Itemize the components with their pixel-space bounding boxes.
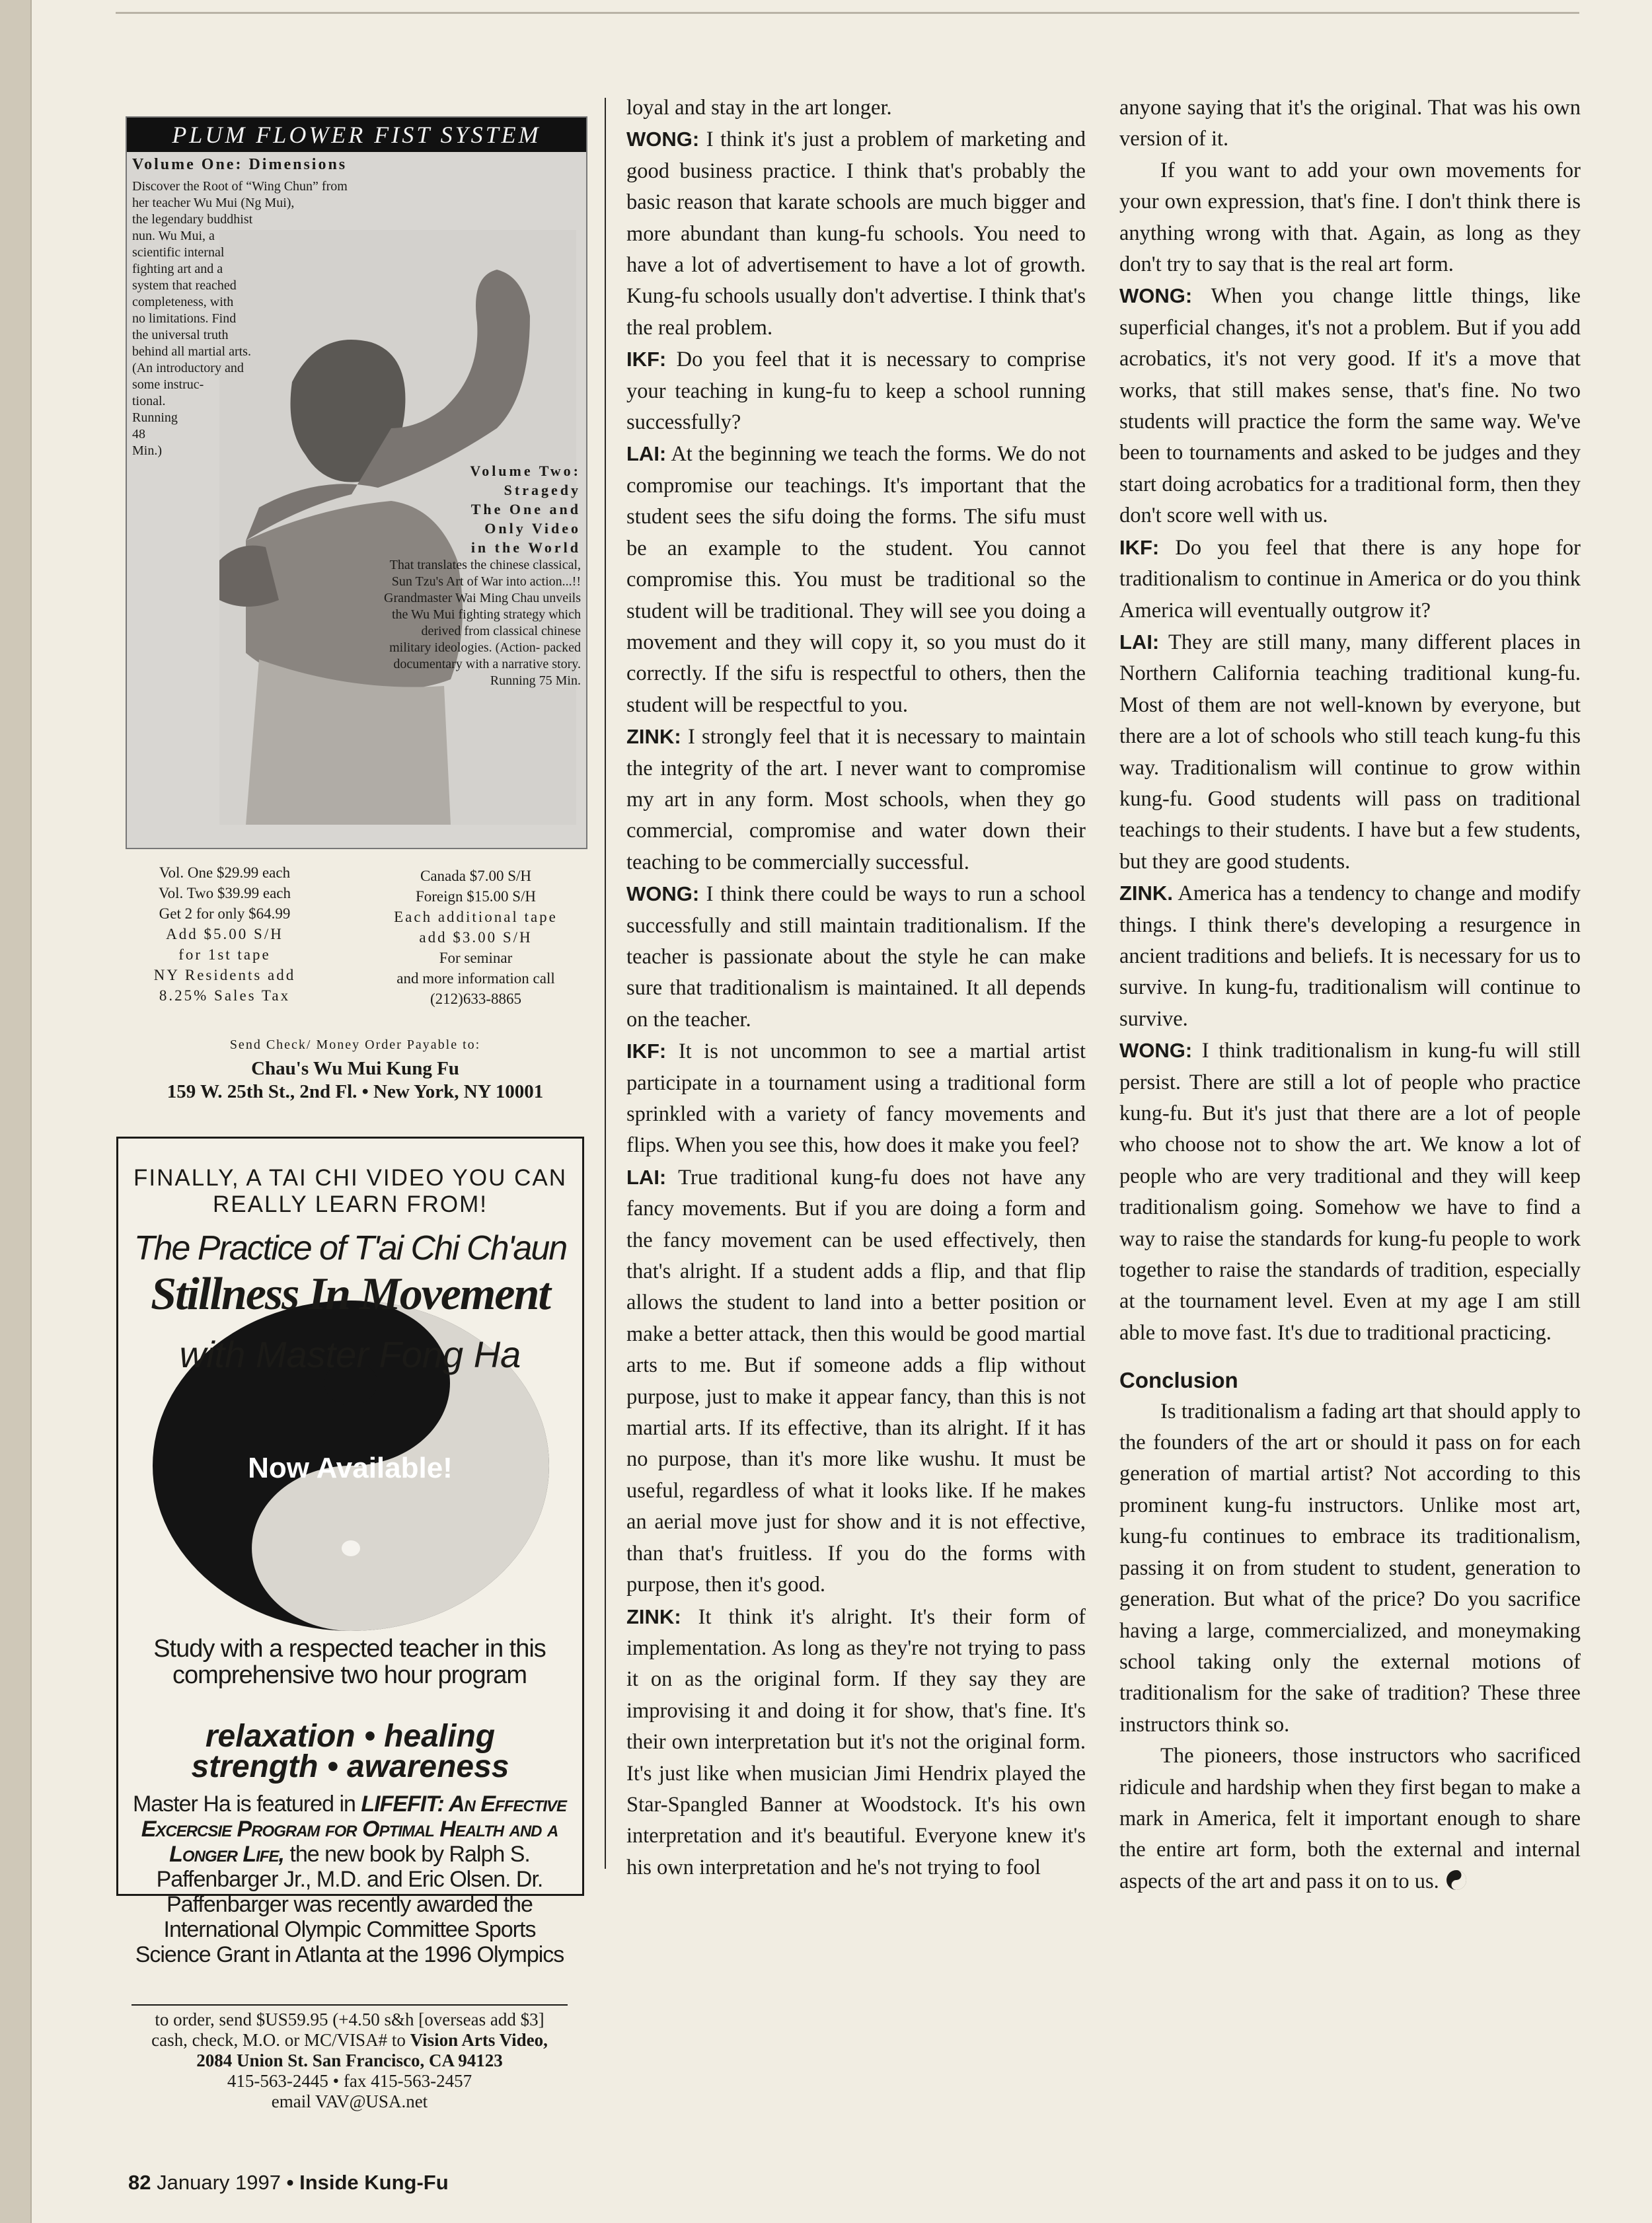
page-number: 82 [128, 2171, 151, 2194]
top-rule [116, 12, 1579, 14]
speaker-label: IKF: [626, 348, 667, 371]
ad-order-info: to order, send $US59.95 (+4.50 s&h [overseas add $3] cash, check, M.O. or MC/VISA# to Vision Arts Video, 2084 Union St. San Francisco, CA 94123 415-563-2445 • fax 415-563-2457 email VAV@USA.net [151, 2010, 548, 2111]
conclusion-heading: Conclusion [1119, 1368, 1238, 1393]
article-column-right [1119, 93, 1581, 1897]
issue-date: January 1997 [157, 2171, 281, 2194]
volume-one-description: Discover the Root of “Wing Chun” from her teacher Wu Mui (Ng Mui), the legendary buddhist nun. Wu Mui, a scientific internal fighting art and a system that reached completeness, with no limitations. Find the universal truth behind all martial arts. (An introductory and some instruc- tional. Running 48 Min.) [132, 179, 348, 458]
article-paragraph: LAI: True traditional kung-fu does not have any fancy movements. But if you are doing a form and the fancy movement can be used effectively, then that's alright. If a student adds a flip, and that flip allows the student to land into a better position or make a better attack, then this would be good martial arts to me. But if someone adds a flip without purpose, just to make it appear fancy, than this is not martial arts. If its effective, than its alright. If it has no purpose, than it's more like wushu. It must be useful, regardless of what it looks like. If he makes an aerial move just for show and it is not effective, than that's fruitless. If you do the forms with purpose, then it's good. [626, 1165, 1086, 1597]
article-paragraph: loyal and stay in the art longer. [626, 96, 892, 120]
speaker-label: LAI: [626, 442, 667, 466]
article-paragraph: If you want to add your own movements for your own expression, that's fine. I don't think there is anything wrong with that. Again, as long as they don't try to say that is the real art form. [1119, 158, 1581, 277]
ad-master-text: Master Ha is featured in LIFEFIT: An Effective Excercsie Program for Optimal Health and a Longer Life, the new book by Ralph S. Paffenbarger Jr., M.D. and Eric Olsen. Dr. Paffenbarger was recently awarded the International Olympic Committee Sports Science Grant in Atlanta at the 1996 Olympics [132, 1791, 567, 1967]
article-paragraph: ZINK. America has a tendency to change and modify things. I think there's developing a resurgence in ancient traditions and beliefs. It is necessary for us to survive. In kung-fu, traditionalism will continue to survive. [1119, 882, 1581, 1031]
speaker-label: LAI: [1119, 630, 1160, 654]
speaker-label: IKF: [626, 1039, 667, 1063]
article-paragraph: LAI: At the beginning we teach the forms. We do not compromise our teachings. It's important that the student sees the sifu doing the forms. The sifu must be an example to the student. You cannot compromise this. You must be traditional so the student will be traditional. They will see you doing a movement and they will copy it, so you must do it correctly. If the sifu is respectful to others, then the student will be respectful to you. [626, 442, 1086, 717]
speaker-label: WONG: [626, 882, 700, 906]
ad-study-text: Study with a respected teacher in this comprehensive two hour program [153, 1635, 546, 1689]
article-paragraph: IKF: Do you feel that there is any hope for traditionalism to continue in America or do you think America will eventually outgrow it? [1119, 535, 1581, 622]
page-binding-edge [0, 0, 32, 2223]
plum-flower-video-ad [126, 116, 587, 849]
article-paragraph: IKF: It is not uncommon to see a martial artist participate in a tournament using a traditional form sprinkled with a variety of fancy movements and flips. When you see this, how does it make you feel? [626, 1039, 1086, 1158]
article-paragraph: WONG: When you change little things, like superficial changes, it's not a problem. But if you add acrobatics, it's not very good. If it's a move that works, that still makes sense, that's fine. No two students will practice the form the same way. We've been to tournaments and asked to be judges and they start doing acrobatics for a traditional form, then they don't score well with us. [1119, 284, 1581, 528]
article-column-middle [626, 93, 1086, 1883]
article-paragraph: WONG: I think there could be ways to run a school successfully and still maintain traditionalism. If the teacher is passionate about the style he can make sure that traditionalism is maintained. It all depends on the teacher. [626, 882, 1086, 1032]
speaker-label: IKF: [1119, 535, 1160, 559]
magazine-name: Inside Kung-Fu [299, 2171, 449, 2194]
shipping-info: Canada $7.00 S/H Foreign $15.00 S/H Each additional tape add $3.00 S/H For seminar and more information call (212)633-8865 [394, 868, 558, 1007]
volume-two-description: Volume Two: Stragedy The One and Only Video in the World That translates the chinese classical, Sun Tzu's Art of War into action...!! Grandmaster Wai Ming Chau unveils the Wu Mui fighting strategy which derived from classical chinese military ideologies. (Action- packed documentary with a narrative story. Running 75 Min. [384, 463, 581, 688]
article-paragraph: ZINK: I strongly feel that it is necessary to maintain the integrity of the art. I never want to compromise my art in any form. Most schools, when they go commercial, compromise and water down their teaching to be commercially successful. [626, 725, 1086, 874]
school-address: Chau's Wu Mui Kung Fu 159 W. 25th St., 2nd Fl. • New York, NY 10001 [167, 1058, 544, 1102]
ad-divider [131, 2004, 568, 2006]
article-paragraph: WONG: I think traditionalism in kung-fu will still persist. There are still a lot of people who practice kung-fu. But it's just that there are a lot of people who choose not to show the art. We know a lot of people who are very traditional and they will keep traditionalism going. Somehow we have to find a way to raise the standards for kung-fu people to work together to raise the standards of tradition, especially at the tournament level. Even at my age I am still able to move fast. It's due to traditional practicing. [1119, 1039, 1581, 1345]
tai-chi-video-ad [116, 1137, 584, 2111]
end-mark-icon [1446, 1869, 1467, 1891]
speaker-label: WONG: [1119, 284, 1193, 308]
ad-title-line-2: Stillness In Movement [151, 1269, 550, 1320]
speaker-label: WONG: [1119, 1039, 1193, 1063]
payable-to-line: Send Check/ Money Order Payable to: [229, 1037, 481, 1052]
conclusion-paragraph: The pioneers, those instructors who sacrificed ridicule and hardship when they first began to make a mark in America, felt it important enough to share the entire art form, both the external and internal aspects of the art and pass it on to us. [1119, 1744, 1581, 1893]
article-paragraph: anyone saying that it's the original. That was his own version of it. [1119, 96, 1581, 151]
video-prices: Vol. One $29.99 each Vol. Two $39.99 each Get 2 for only $64.99 Add $5.00 S/H for 1st tape NY Residents add 8.25% Sales Tax [153, 864, 296, 1004]
speaker-label: LAI: [626, 1165, 667, 1189]
ad-title-line-3: with Master Fong Ha [179, 1334, 521, 1375]
speaker-label: WONG: [626, 128, 700, 151]
column-divider [605, 98, 606, 1869]
speaker-label: ZINK: [626, 725, 681, 749]
now-available-label: Now Available! [248, 1452, 453, 1484]
page-footer: 82 January 1997 • Inside Kung-Fu [128, 2171, 449, 2194]
article-paragraph: WONG: I think it's just a problem of marketing and good business practice. I think that's probably the basic reason that karate schools are much bigger and more abundant than kung-fu schools. You need to have a lot of advertisement to have a lot of growth. Kung-fu schools usually don't advertise. I think that's the real problem. [626, 128, 1086, 340]
article-paragraph: IKF: Do you feel that it is necessary to comprise your teaching in kung-fu to keep a school running successfully? [626, 348, 1086, 435]
speaker-label: ZINK: [626, 1604, 681, 1628]
article-paragraph: LAI: They are still many, many different places in Northern California teaching traditional kung-fu. Most of them are not well-known by everyone, but there are a lot of schools who still teach kung-fu this way. Traditionalism will continue to grow within kung-fu. Good students will pass on traditional teachings to their students. I have but a few students, but they are good students. [1119, 630, 1581, 874]
conclusion-paragraph: Is traditionalism a fading art that should apply to the founders of the art or should it pass on for each generation of martial artist? Not according to this prominent kung-fu instructors. Unlike most art, kung-fu continues to embrace its traditionalism, passing it on from student to student, generation to generation. But what of the price? Do you sacrifice having a large, commercialized, and moneymaking school taking only the external motions of traditionalism for the sake of tradition? These three instructors think so. [1119, 1399, 1581, 1737]
article-paragraph: ZINK: It think it's alright. It's their form of implementation. As long as they're not trying to pass it on as the original form. If they say they are improvising it and doing it for show, that's fine. It's their own interpretation but it's not the original form. It's just like when musician Jimi Hendrix played the Star-Spangled Banner at Woodstock. It's his own interpretation and it's beautiful. Everyone knew it's his own interpretation and he's not trying to fool [626, 1604, 1086, 1879]
ad-benefits: relaxation • healing strength • awareness [191, 1719, 509, 1784]
ad-banner-title: PLUM FLOWER FIST SYSTEM [127, 118, 586, 152]
volume-one-heading: Volume One: Dimensions [132, 156, 348, 173]
speaker-label: ZINK. [1119, 882, 1173, 905]
ad-headline: FINALLY, A TAI CHI VIDEO YOU CAN REALLY LEARN FROM! [133, 1165, 567, 1217]
ad-title-line-1: The Practice of T'ai Chi Ch'aun [133, 1229, 567, 1267]
